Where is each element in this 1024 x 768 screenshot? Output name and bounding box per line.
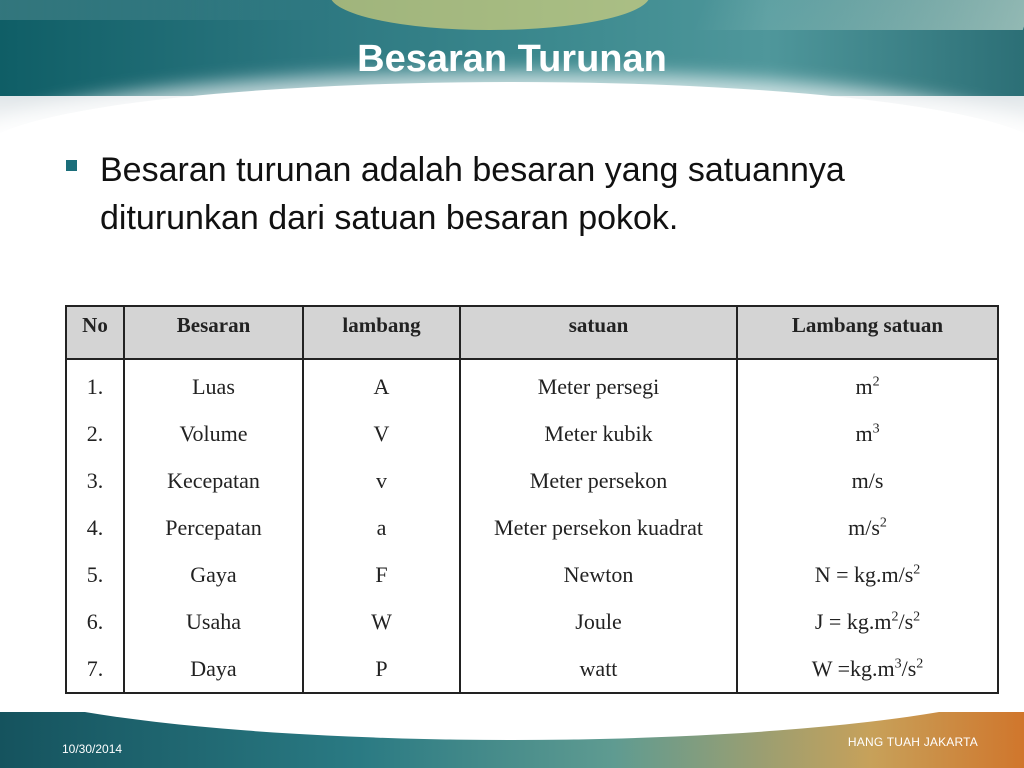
unit-text: m	[855, 373, 873, 399]
bullet-point	[66, 146, 886, 242]
cell-lambang-satuan	[737, 645, 998, 693]
header-decoration	[0, 0, 330, 20]
cell-no: 4.	[66, 504, 124, 551]
cell-lambang: V	[303, 410, 460, 457]
table-row	[66, 457, 998, 504]
bullet-text: Besaran turunan adalah besaran yang satuannya diturunkan dari satuan besaran pokok.	[100, 151, 845, 237]
cell-lambang-satuan	[737, 551, 998, 598]
column-header-besaran: Besaran	[124, 306, 303, 359]
unit-text: W =kg.m	[811, 655, 895, 681]
unit-exponent: 2	[891, 609, 899, 625]
column-header-satuan: satuan	[460, 306, 737, 359]
table-row	[66, 645, 998, 693]
cell-lambang-satuan	[737, 598, 998, 645]
cell-besaran: Daya	[124, 645, 303, 693]
header-decoration	[693, 0, 1024, 30]
cell-no: 6.	[66, 598, 124, 645]
cell-lambang-satuan	[737, 504, 998, 551]
cell-lambang: A	[303, 359, 460, 410]
cell-besaran: Percepatan	[124, 504, 303, 551]
cell-besaran: Usaha	[124, 598, 303, 645]
unit-exponent: 2	[879, 515, 887, 531]
column-header-no: No	[66, 306, 124, 359]
column-header-lambang: lambang	[303, 306, 460, 359]
cell-lambang: F	[303, 551, 460, 598]
cell-besaran: Kecepatan	[124, 457, 303, 504]
footer-date: 10/30/2014	[62, 742, 123, 756]
cell-besaran: Gaya	[124, 551, 303, 598]
cell-no: 2.	[66, 410, 124, 457]
unit-text: /s	[898, 608, 914, 634]
column-header-lambang-satuan: Lambang satuan	[737, 306, 998, 359]
cell-no: 1.	[66, 359, 124, 410]
cell-no: 5.	[66, 551, 124, 598]
table-row	[66, 551, 998, 598]
cell-besaran: Luas	[124, 359, 303, 410]
cell-lambang: P	[303, 645, 460, 693]
unit-text: /s	[901, 655, 917, 681]
unit-exponent: 2	[916, 656, 924, 672]
cell-no: 7.	[66, 645, 124, 693]
cell-satuan: Newton	[460, 551, 737, 598]
unit-exponent: 3	[872, 421, 880, 437]
unit-text: m/s	[848, 514, 880, 540]
unit-exponent: 2	[872, 374, 880, 390]
table-header-row	[66, 306, 998, 359]
square-bullet-icon	[66, 160, 77, 171]
cell-lambang: v	[303, 457, 460, 504]
unit-text: N = kg.m/s	[814, 561, 914, 587]
cell-satuan: watt	[460, 645, 737, 693]
cell-satuan: Meter kubik	[460, 410, 737, 457]
table-row	[66, 359, 998, 410]
cell-lambang-satuan	[737, 359, 998, 410]
cell-lambang-satuan	[737, 410, 998, 457]
derived-quantities-table	[65, 305, 999, 694]
table-row	[66, 410, 998, 457]
slide-title: Besaran Turunan	[357, 38, 667, 80]
unit-text: m	[855, 420, 873, 446]
header-decoration	[330, 0, 650, 30]
cell-lambang: W	[303, 598, 460, 645]
cell-satuan: Joule	[460, 598, 737, 645]
unit-exponent: 2	[913, 609, 921, 625]
footer-organization: HANG TUAH JAKARTA	[847, 735, 978, 749]
cell-no: 3.	[66, 457, 124, 504]
cell-satuan: Meter persegi	[460, 359, 737, 410]
table-row	[66, 504, 998, 551]
unit-exponent: 2	[913, 562, 921, 578]
unit-text: m/s	[851, 467, 884, 493]
unit-exponent: 3	[894, 656, 902, 672]
cell-satuan: Meter persekon	[460, 457, 737, 504]
cell-lambang-satuan	[737, 457, 998, 504]
table-row	[66, 598, 998, 645]
cell-lambang: a	[303, 504, 460, 551]
cell-besaran: Volume	[124, 410, 303, 457]
cell-satuan: Meter persekon kuadrat	[460, 504, 737, 551]
unit-text: J = kg.m	[814, 608, 892, 634]
